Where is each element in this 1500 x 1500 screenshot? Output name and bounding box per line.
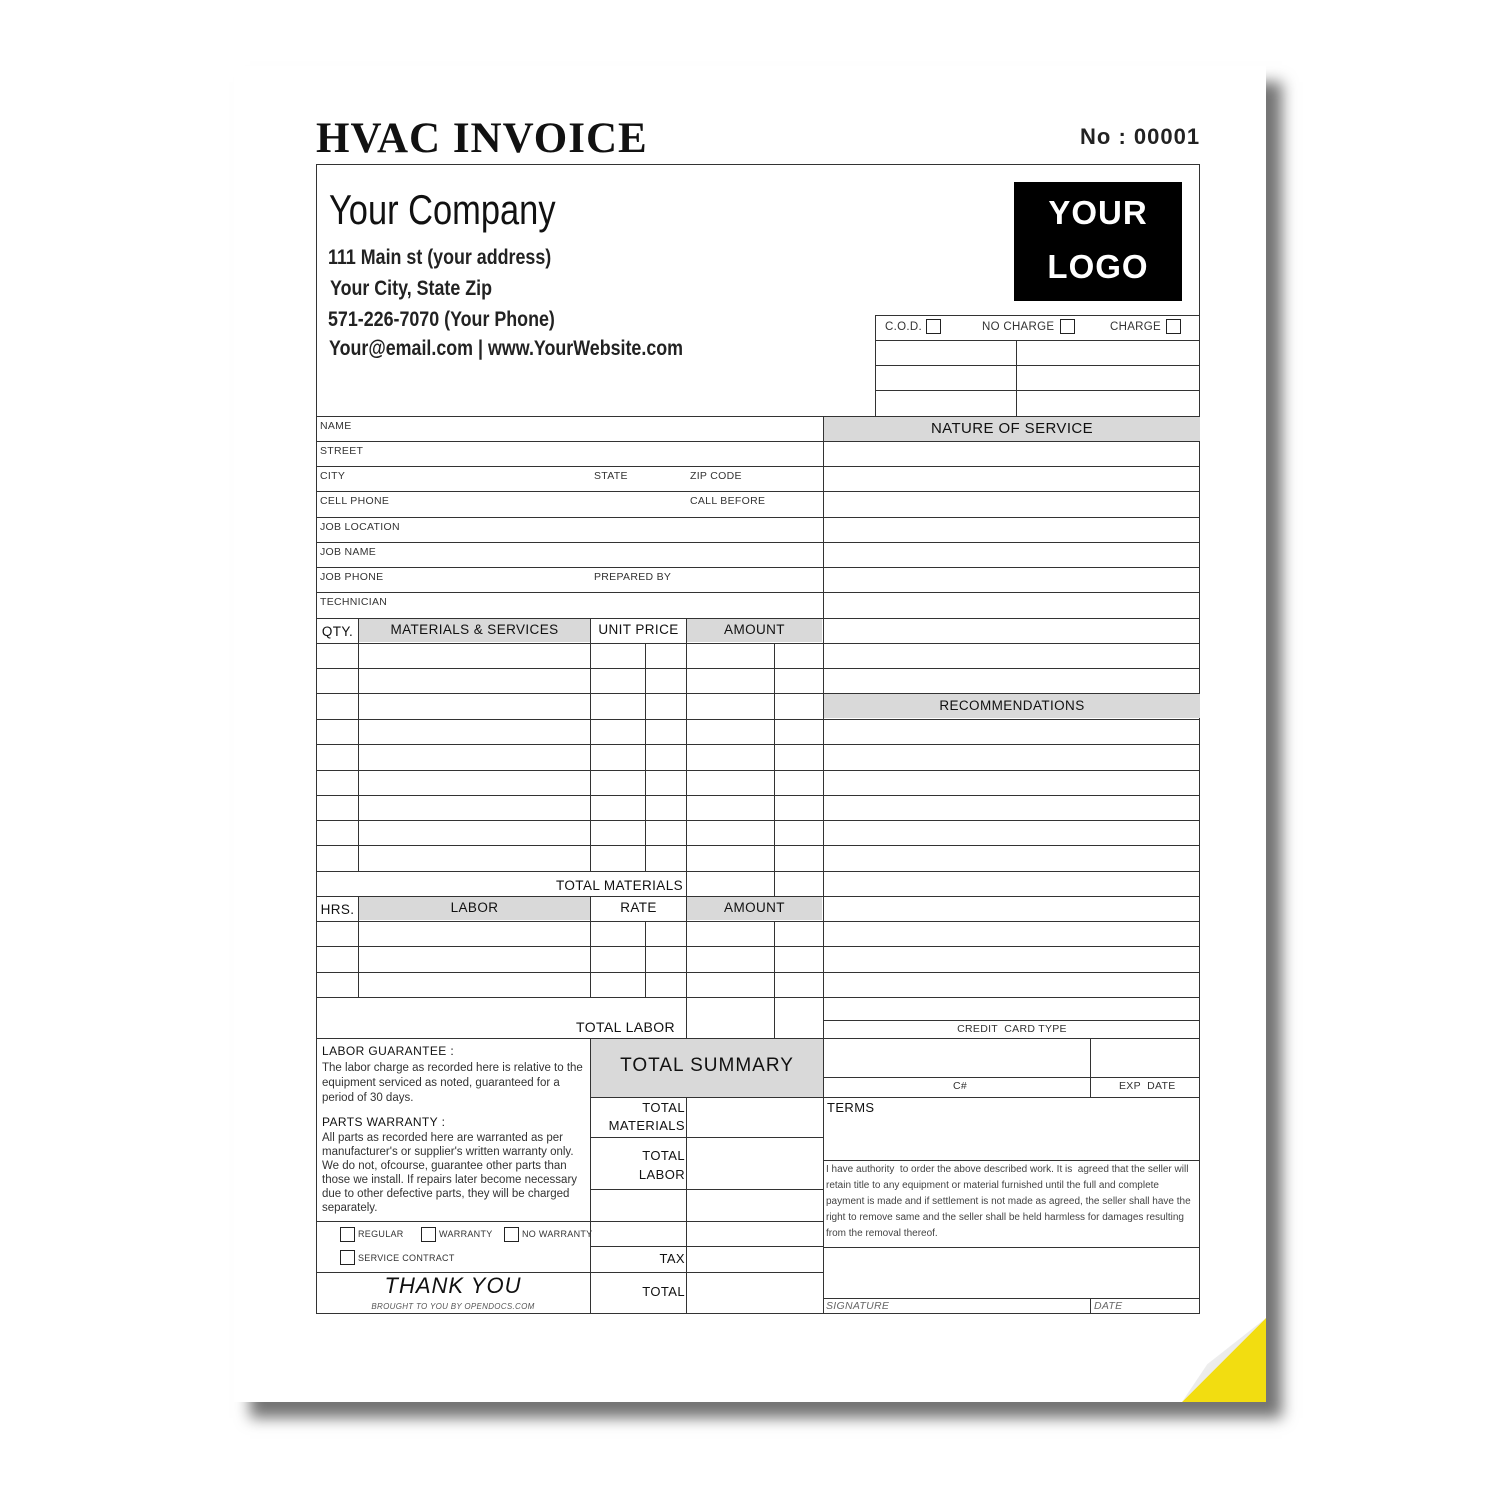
labor-column-header: LABOR bbox=[450, 900, 499, 915]
qty-column-header: QTY. bbox=[321, 624, 354, 639]
company-phone: 571-226-7070 (Your Phone) bbox=[328, 308, 555, 331]
job-phone-field-label: JOB PHONE bbox=[320, 571, 384, 583]
hrs-column-header: HRS. bbox=[320, 902, 355, 917]
company-city: Your City, State Zip bbox=[330, 277, 492, 300]
service-contract-checkbox[interactable] bbox=[340, 1250, 355, 1265]
parts-warranty-text: All parts as recorded here are warranted as per manufacturer's or supplier's written warranty only. We do not, ofcourse, guarantee other parts than those we install. If repairs later become necessary due to other defective parts, they will be charged separately. bbox=[322, 1132, 578, 1214]
total-summary-heading: TOTAL SUMMARY bbox=[620, 1055, 794, 1076]
cell-phone-field-label: CELL PHONE bbox=[320, 495, 390, 507]
technician-field-label: TECHNICIAN bbox=[320, 596, 388, 608]
state-field-label: STATE bbox=[594, 470, 628, 482]
warranty-checkbox[interactable] bbox=[421, 1227, 436, 1242]
charge-label: CHARGE bbox=[1110, 321, 1162, 333]
terms-label: TERMS bbox=[827, 1100, 875, 1115]
labor-amount-column-header: AMOUNT bbox=[724, 900, 785, 915]
labor-guarantee-title: LABOR GUARANTEE : bbox=[322, 1044, 455, 1058]
logo-line-2: LOGO bbox=[1047, 248, 1149, 285]
call-before-field-label: CALL BEFORE bbox=[690, 495, 766, 507]
card-number-label: C# bbox=[953, 1080, 968, 1092]
no-charge-checkbox[interactable] bbox=[1060, 319, 1075, 334]
company-address: 111 Main st (your address) bbox=[328, 246, 552, 269]
exp-date-label: EXP DATE bbox=[1119, 1080, 1176, 1092]
parts-warranty-title: PARTS WARRANTY : bbox=[322, 1115, 446, 1129]
materials-column-header: MATERIALS & SERVICES bbox=[390, 622, 559, 637]
name-field-label: NAME bbox=[320, 420, 352, 432]
regular-checkbox[interactable] bbox=[340, 1227, 355, 1242]
prepared-by-field-label: PREPARED BY bbox=[594, 571, 672, 583]
summary-tax-label: TAX bbox=[659, 1251, 685, 1266]
company-name: Your Company bbox=[329, 186, 556, 233]
invoice-number: No : 00001 bbox=[1080, 124, 1201, 149]
city-field-label: CITY bbox=[320, 470, 346, 482]
total-materials-label: TOTAL MATERIALS bbox=[556, 878, 684, 893]
no-warranty-option-label: NO WARRANTY bbox=[522, 1229, 593, 1239]
summary-total-label: TOTAL bbox=[642, 1284, 685, 1299]
total-labor-label: TOTAL LABOR bbox=[576, 1019, 676, 1035]
summary-total-materials-label: TOTAL MATERIALS bbox=[608, 1100, 685, 1133]
materials-amount-column-header: AMOUNT bbox=[724, 622, 785, 637]
date-label: DATE bbox=[1094, 1300, 1123, 1312]
nature-of-service-heading: NATURE OF SERVICE bbox=[930, 420, 1094, 437]
recommendations-heading: RECOMMENDATIONS bbox=[939, 698, 1085, 713]
job-name-field-label: JOB NAME bbox=[320, 546, 377, 558]
charge-checkbox[interactable] bbox=[1166, 319, 1181, 334]
cod-label: C.O.D. bbox=[885, 321, 922, 333]
labor-guarantee-text: The labor charge as recorded here is relative to the equipment serviced as noted, guaranteed for a period of 30 days. bbox=[322, 1062, 583, 1104]
signature-label: SIGNATURE bbox=[826, 1300, 890, 1312]
company-logo bbox=[1014, 182, 1182, 301]
footer-credit: BROUGHT TO YOU BY OPENDOCS.COM bbox=[371, 1302, 535, 1311]
regular-option-label: REGULAR bbox=[358, 1229, 404, 1239]
no-charge-label: NO CHARGE bbox=[982, 321, 1055, 333]
invoice-title: HVAC INVOICE bbox=[316, 115, 648, 162]
zip-field-label: ZIP CODE bbox=[690, 470, 742, 482]
street-field-label: STREET bbox=[320, 445, 364, 457]
company-contact: Your@email.com | www.YourWebsite.com bbox=[329, 337, 684, 360]
thank-you-text: THANK YOU bbox=[384, 1273, 522, 1298]
cod-checkbox[interactable] bbox=[926, 319, 941, 334]
warranty-option-label: WARRANTY bbox=[439, 1229, 493, 1239]
authority-text: I have authority to order the above described work. It is agreed that the seller will retain title to any equipment or material furnished until the full and complete payment is made and if settlement is not made as agreed, the seller shall have the right to remove same and the seller shall be held harmless for damages resulting from the removal thereof. bbox=[826, 1164, 1194, 1239]
service-contract-option-label: SERVICE CONTRACT bbox=[358, 1253, 455, 1263]
rate-column-header: RATE bbox=[620, 900, 657, 915]
unit-price-column-header: UNIT PRICE bbox=[598, 622, 679, 637]
logo-line-1: YOUR bbox=[1048, 194, 1148, 231]
credit-card-type-label: CREDIT CARD TYPE bbox=[957, 1023, 1067, 1035]
summary-total-labor-label: TOTAL LABOR bbox=[638, 1148, 685, 1182]
job-location-field-label: JOB LOCATION bbox=[320, 521, 400, 533]
no-warranty-checkbox[interactable] bbox=[504, 1227, 519, 1242]
